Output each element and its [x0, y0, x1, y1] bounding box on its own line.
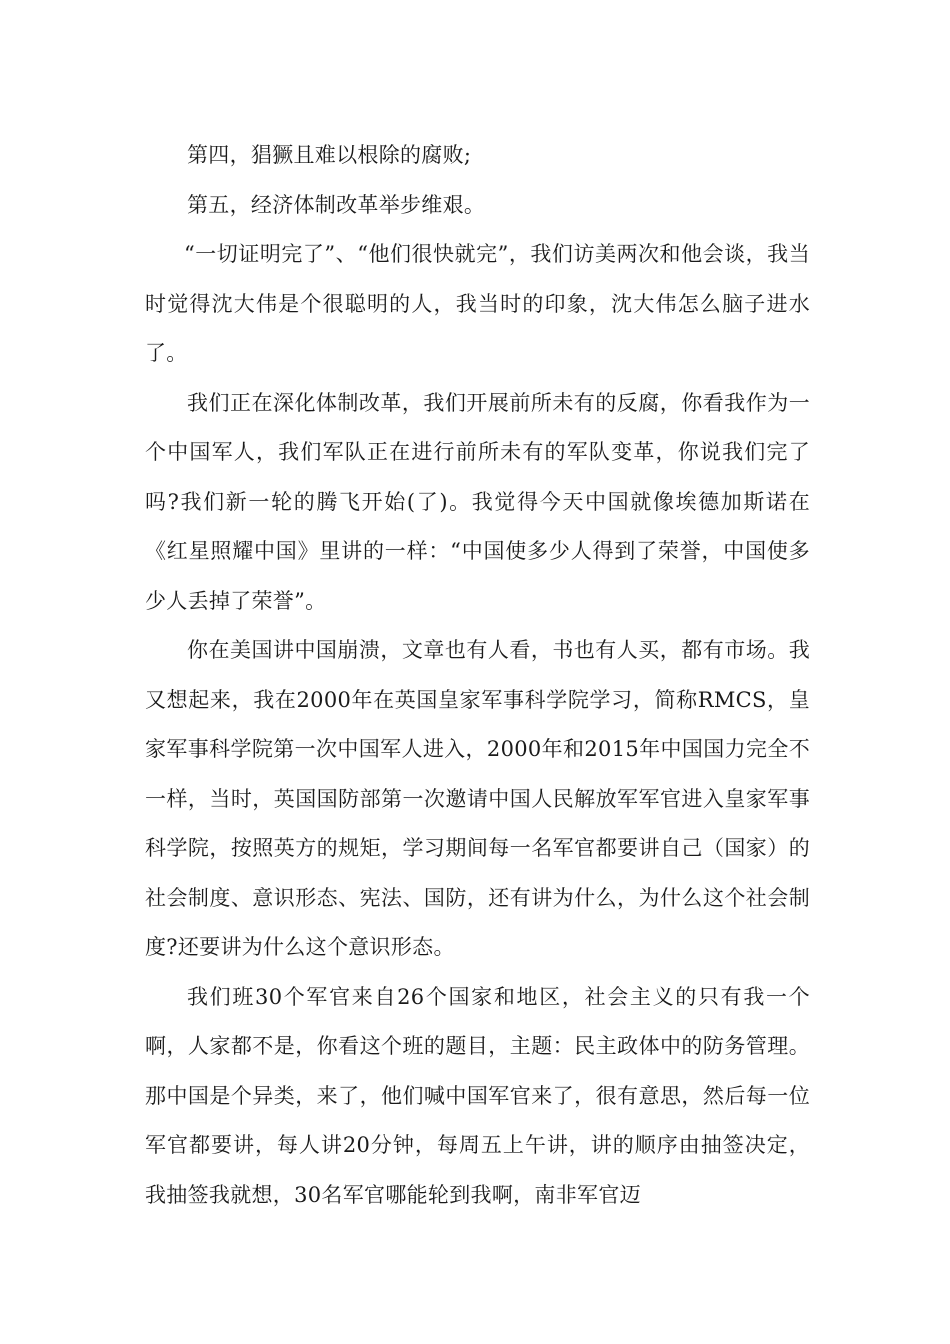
paragraph-3: “一切证明完了”、“他们很快就完”，我们访美两次和他会谈，我当时觉得沈大伟是个很聪明的人，我当时的印象，沈大伟怎么脑子进水了。	[145, 242, 810, 365]
paragraph-5: 你在美国讲中国崩溃，文章也有人看，书也有人买，都有市场。我又想起来，我在2000年在英国皇家军事科学院学习，简称RMCS，皇家军事科学院第一次中国军人进入，2000年和2015年中国国力完全不一样，当时，英国国防部第一次邀请中国人民解放军军官进入皇家军事科学院，按照英方的规矩，学习期间每一名军官都要讲自己（国家）的社会制度、意识形态、宪法、国防，还有讲为什么，为什么这个社会制度?还要讲为什么这个意识形态。	[145, 638, 810, 959]
document-body	[145, 131, 810, 1220]
paragraph-6: 我们班30个军官来自26个国家和地区，社会主义的只有我一个啊，人家都不是，你看这个班的题目，主题：民主政体中的防务管理。那中国是个异类，来了，他们喊中国军官来了，很有意思，然后每一位军官都要讲，每人讲20分钟，每周五上午讲，讲的顺序由抽签决定，我抽签我就想，30名军官哪能轮到我啊，南非军官迈	[145, 984, 810, 1207]
paragraph-1: 第四，猖獗且难以根除的腐败;	[187, 143, 472, 167]
paragraph-2: 第五，经济体制改革举步维艰。	[187, 192, 486, 217]
paragraph-4: 我们正在深化体制改革，我们开展前所未有的反腐，你看我作为一个中国军人，我们军队正在进行前所未有的军队变革，你说我们完了吗?我们新一轮的腾飞开始(了)。我觉得今天中国就像埃德加斯诺在《红星照耀中国》里讲的一样：“中国使多少人得到了荣誉，中国使多少人丢掉了荣誉”。	[145, 390, 810, 613]
